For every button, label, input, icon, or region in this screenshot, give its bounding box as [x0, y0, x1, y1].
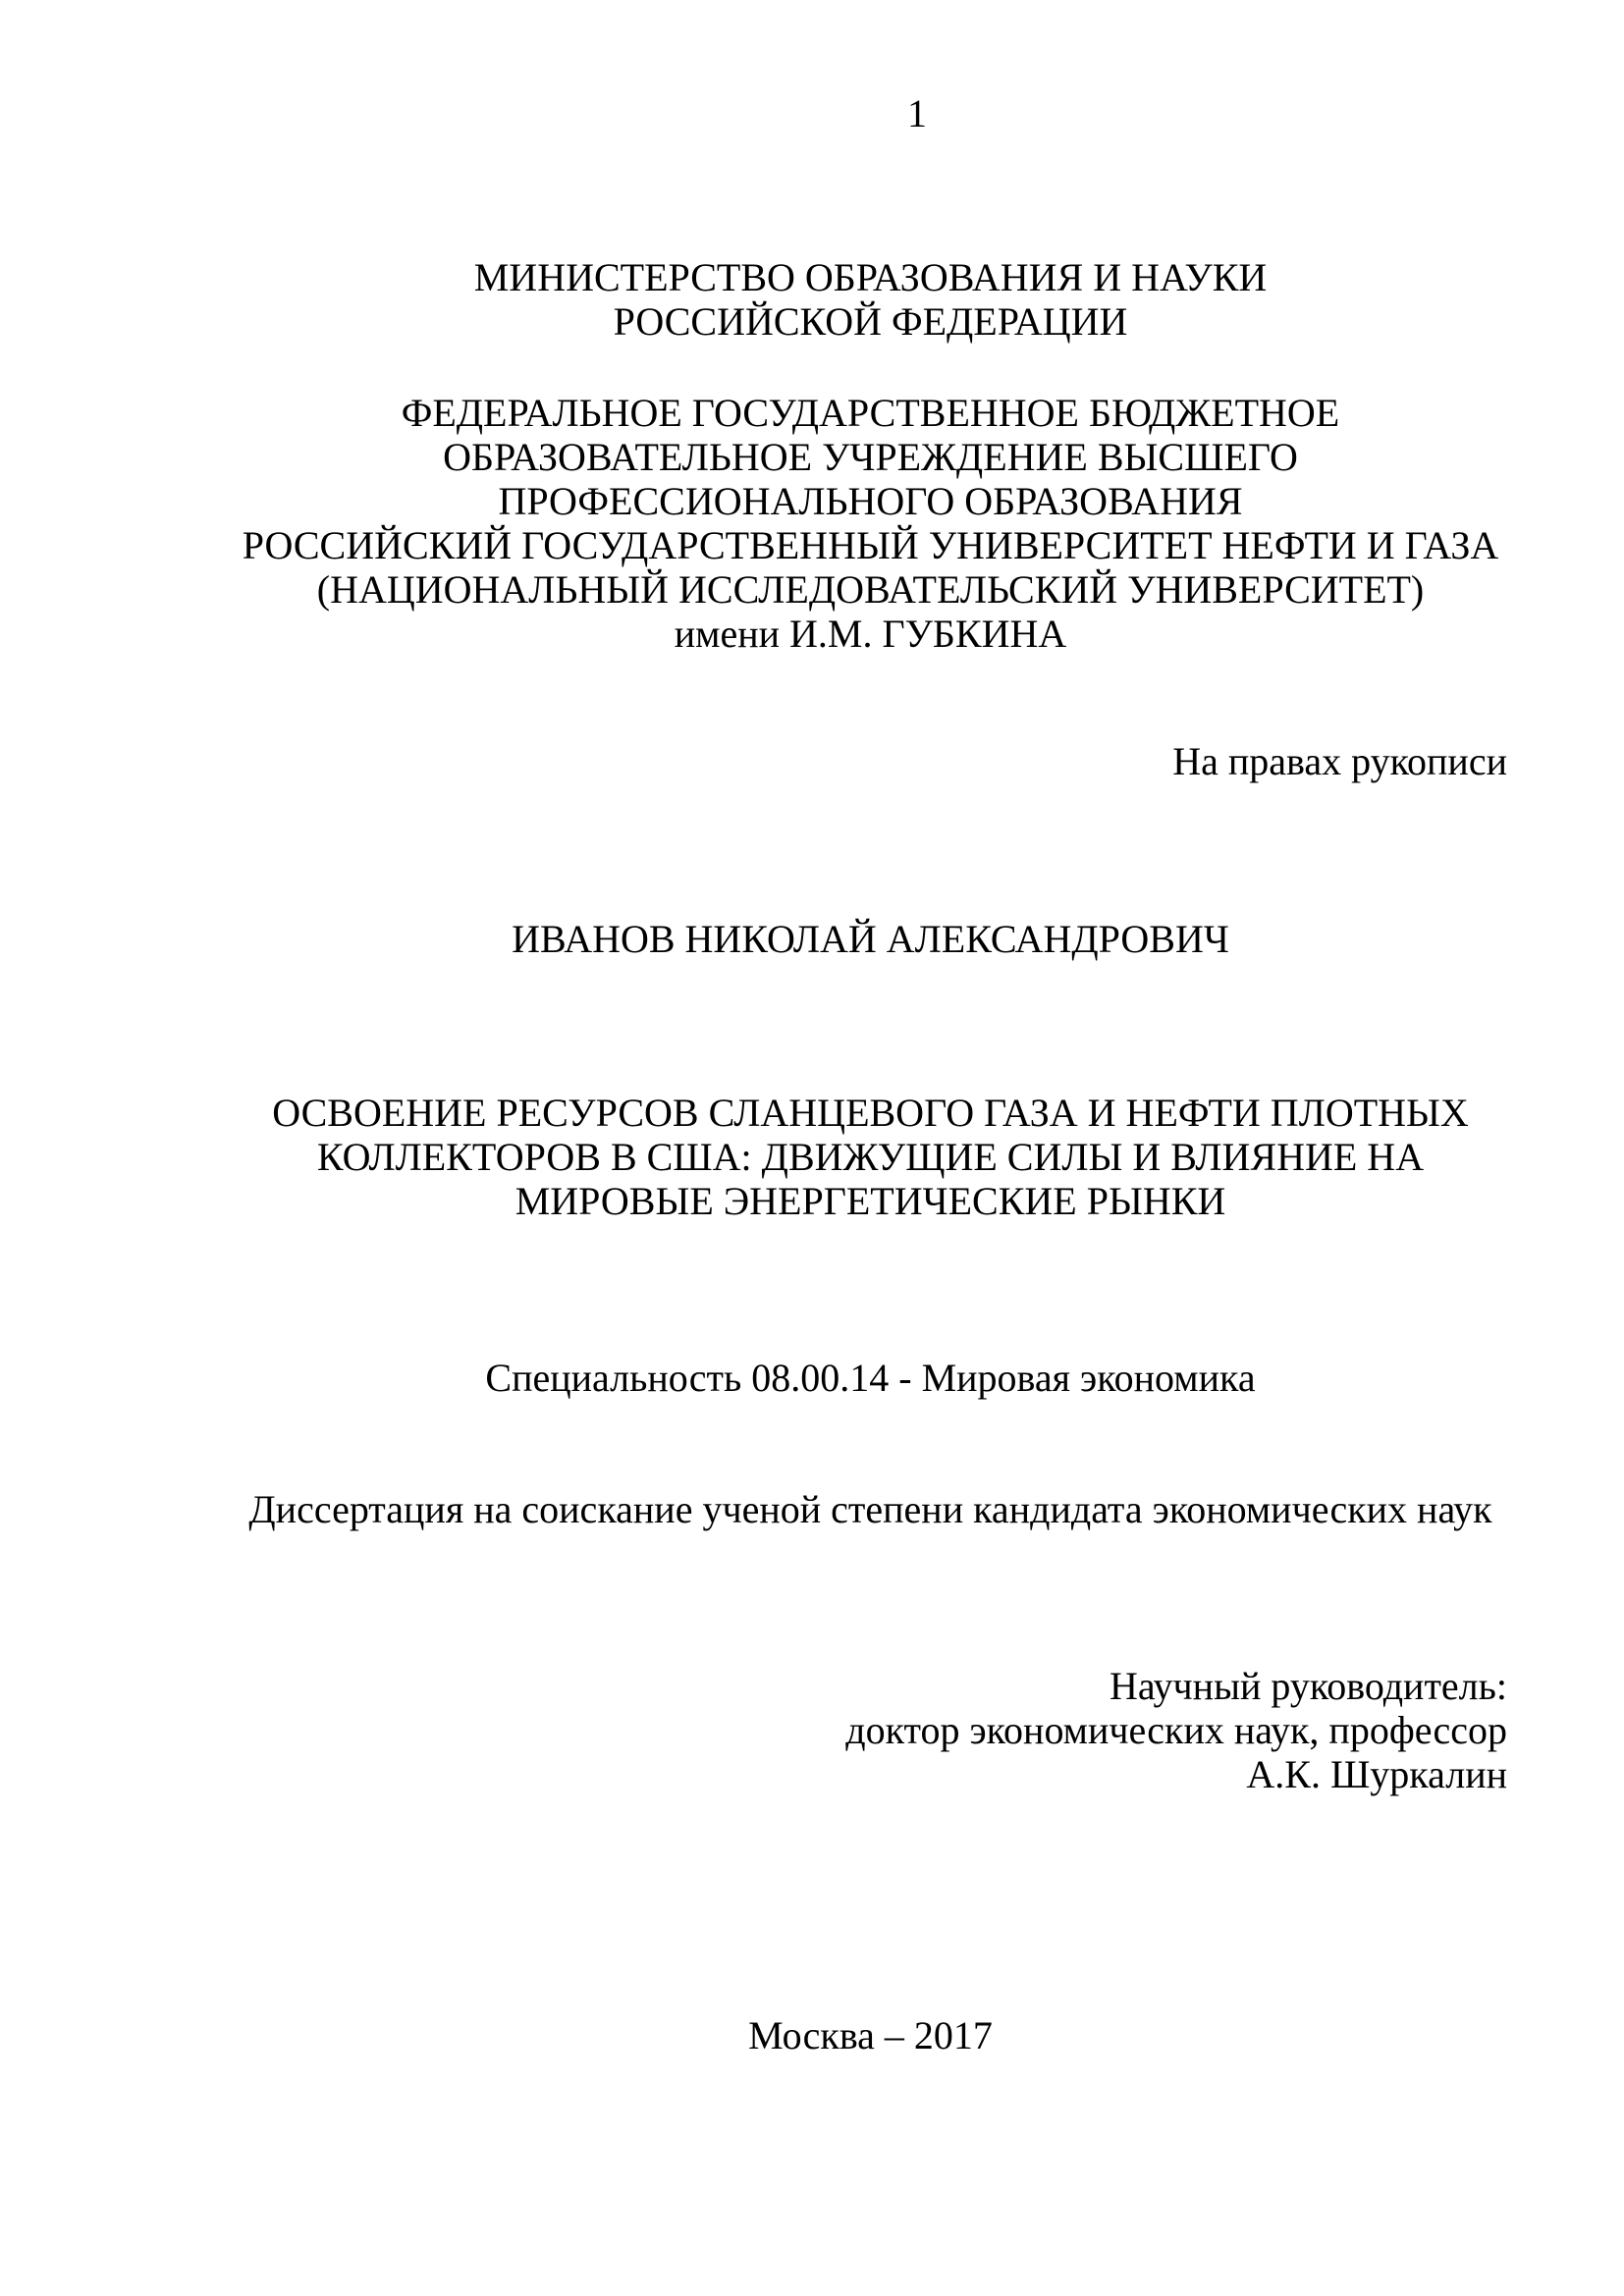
dissertation-title [234, 1091, 1507, 1223]
page-number: 1 [907, 91, 927, 135]
author-name [234, 917, 1507, 961]
ministry-heading [234, 255, 1507, 344]
manuscript-rights-note [234, 739, 1507, 783]
institution-line: имени И.М. ГУБКИНА [674, 612, 1067, 656]
author-name-text: ИВАНОВ НИКОЛАЙ АЛЕКСАНДРОВИЧ [512, 917, 1229, 961]
manuscript-note-text: На правах рукописи [1172, 739, 1507, 783]
institution-line: ФЕДЕРАЛЬНОЕ ГОСУДАРСТВЕННОЕ БЮДЖЕТНОЕ [401, 391, 1340, 435]
dissertation-title-line: МИРОВЫЕ ЭНЕРГЕТИЧЕСКИЕ РЫНКИ [514, 1179, 1226, 1223]
ministry-line: РОССИЙСКОЙ ФЕДЕРАЦИИ [613, 299, 1128, 344]
supervisor-degree: доктор экономических наук, профессор [845, 1708, 1507, 1752]
supervisor-label: Научный руководитель: [1109, 1664, 1507, 1708]
ministry-line: МИНИСТЕРСТВО ОБРАЗОВАНИЯ И НАУКИ [473, 255, 1268, 299]
city-year [234, 2013, 1507, 2057]
supervisor-name: А.К. Шуркалин [1246, 1752, 1507, 1796]
specialty-text: Специальность 08.00.14 - Мировая экономика [485, 1356, 1256, 1400]
institution-line: ОБРАЗОВАТЕЛЬНОЕ УЧРЕЖДЕНИЕ ВЫСШЕГО [443, 435, 1298, 479]
dissertation-title-line: ОСВОЕНИЕ РЕСУРСОВ СЛАНЦЕВОГО ГАЗА И НЕФТИ ПЛОТНЫХ [272, 1091, 1469, 1135]
institution-line: (НАЦИОНАЛЬНЫЙ ИССЛЕДОВАТЕЛЬСКИЙ УНИВЕРСИТЕТ) [316, 567, 1425, 612]
supervisor-block [234, 1664, 1507, 1796]
specialty-line [234, 1356, 1507, 1400]
degree-statement [234, 1487, 1507, 1531]
institution-line: ПРОФЕССИОНАЛЬНОГО ОБРАЗОВАНИЯ [498, 479, 1243, 523]
dissertation-title-line: КОЛЛЕКТОРОВ В США: ДВИЖУЩИЕ СИЛЫ И ВЛИЯНИЕ НА [316, 1135, 1425, 1179]
city-year-text: Москва – 2017 [748, 2013, 993, 2057]
institution-heading [234, 391, 1507, 656]
degree-statement-text: Диссертация на соискание ученой степени кандидата экономических наук [248, 1487, 1492, 1531]
institution-line: РОССИЙСКИЙ ГОСУДАРСТВЕННЫЙ УНИВЕРСИТЕТ НЕФТИ И ГАЗА [242, 523, 1499, 567]
